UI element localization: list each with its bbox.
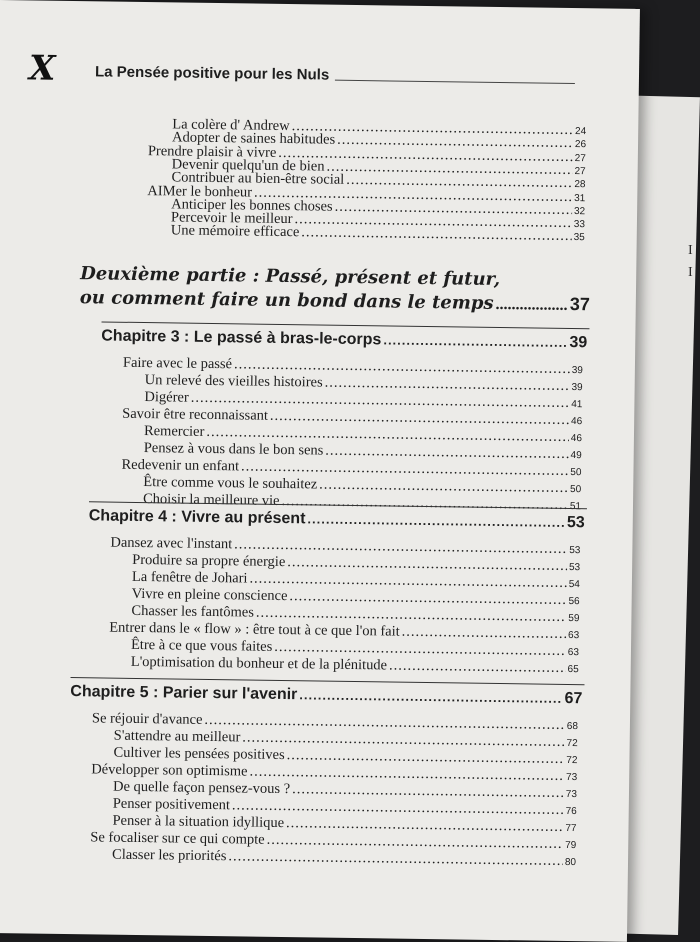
entry-title: Remercier [143,423,205,440]
entry-title: Prendre plaisir à vivre [147,142,277,161]
chapter-title: Chapitre 5 : Parier sur l'avenir [70,683,298,704]
entry-page: 77 [565,822,577,835]
entry-page: 50 [570,467,582,479]
entry-title: Savoir être reconnaissant [122,405,269,424]
part-title-row [80,287,590,315]
dot-leader [383,332,567,350]
entry-title: Anticiper les bonnes choses [171,196,333,215]
next-page-marks [688,240,693,284]
entry-title: Une mémoire efficace [170,222,300,241]
chapter-page: 67 [564,689,583,708]
entry-title: De quelle façon pensez-vous ? [112,778,291,798]
entry-page: 39 [571,365,583,377]
entry-page: 63 [567,646,580,659]
entry-title: La fenêtre de Johari [131,568,248,587]
entry-title: Être à ce que vous faites [130,636,273,655]
entry-page: 59 [568,612,580,625]
dot-leader [389,657,566,675]
entry-title: Être comme vous le souhaitez [143,474,318,493]
entry-page: 27 [574,152,586,164]
entry-page: 41 [571,399,583,411]
entry-title: Entrer dans le « flow » : être tout à ce que l'on fait [109,619,400,640]
entry-page: 35 [573,232,585,244]
edge-mark: I [688,243,693,258]
entry-title: Devenir quelqu'un de bien [171,156,325,175]
entry-title: Penser positivement [112,795,231,814]
chapter-heading [101,327,587,352]
handwritten-mark: X [28,48,56,89]
dot-leader [307,511,565,530]
book-title: La Pensée positive pour les Nuls [94,63,330,84]
dot-leader [228,848,563,869]
entry-title: Percevoir le meilleur [170,209,293,228]
entry-page: 31 [574,192,586,204]
entry-page: 51 [569,501,582,513]
dot-leader [325,443,568,462]
part-title-line2: ou comment faire un bond dans le temps [79,287,494,314]
entry-page: 46 [570,416,583,428]
entry-page: 49 [570,450,582,462]
entry-title: Chasser les fantômes [131,602,255,621]
header-rule [335,80,575,84]
entry-title: Vivre en pleine conscience [131,585,288,605]
entry-title: Redevenir un enfant [121,456,240,475]
dot-leader [325,375,570,394]
dot-leader [299,687,562,706]
entry-title: Faire avec le passé [122,354,233,373]
entry-title: Se réjouir d'avance [91,710,203,728]
entry-page: 39 [571,382,583,394]
entry-title: La colère d' Andrew [172,116,290,135]
entry-page: 27 [574,165,586,178]
dot-leader [402,624,567,642]
entry-page: 56 [568,595,580,608]
entry-page: 65 [567,663,579,676]
entry-title: Dansez avec l'instant [110,534,233,553]
entry-page: 63 [567,629,580,642]
entry-page: 53 [569,545,581,557]
running-header [95,63,575,87]
entry-title: AIMer le bonheur [147,182,253,201]
chapter-page: 53 [566,513,585,532]
entry-title: Adopter de saines habitudes [171,129,336,148]
entry-title: Produire sa propre énergie [132,551,286,571]
entry-page: 24 [575,126,587,138]
entry-page: 26 [574,139,587,151]
entry-title: Digérer [144,389,189,406]
entry-title: Se focaliser sur ce qui compte [90,829,265,848]
entry-page: 72 [566,737,578,750]
entry-page: 28 [574,179,586,191]
entry-title: Choisir la meilleure vie [142,491,280,509]
chapter-title: Chapitre 4 : Vivre au présent [88,507,306,528]
entry-page: 80 [564,856,577,869]
chapter-heading [70,683,582,708]
part-page: 37 [569,293,590,315]
entry-page: 54 [568,578,580,591]
chapter-page: 39 [569,333,588,352]
edge-mark: I [688,265,693,280]
entry-page: 46 [570,433,583,445]
entry-title: S'attendre au meilleur [113,727,241,746]
entry-page: 68 [566,720,578,733]
entry-title: Cultiver les pensées positives [113,744,285,764]
entry-page: 72 [566,754,578,767]
entry-page: 32 [573,205,586,217]
entry-title: Penser à la situation idyllique [112,812,285,832]
entry-title: Pensez à vous dans le bon sens [143,440,324,459]
entry-page: 50 [570,484,582,496]
dot-leader [301,225,572,245]
part-title-line1: Deuxième partie : Passé, présent et futur, [80,263,501,291]
entry-title: Classer les priorités [111,846,227,865]
entry-title: Un relevé des vieilles histoires [144,372,323,391]
entry-page: 33 [573,219,585,231]
entry-page: 73 [565,788,578,801]
entry-page: 73 [565,771,578,784]
entry-page: 79 [565,839,577,852]
entry-page: 76 [565,805,577,818]
entry-page: 53 [568,562,581,574]
entry-title: Contribuer au bien-être social [171,169,345,189]
chapter-title: Chapitre 3 : Le passé à bras-le-corps [101,327,382,349]
entry-title: Développer son optimisme [91,761,248,780]
entry-title: L'optimisation du bonheur et de la plénitude [130,653,388,674]
dot-leader [495,296,567,315]
